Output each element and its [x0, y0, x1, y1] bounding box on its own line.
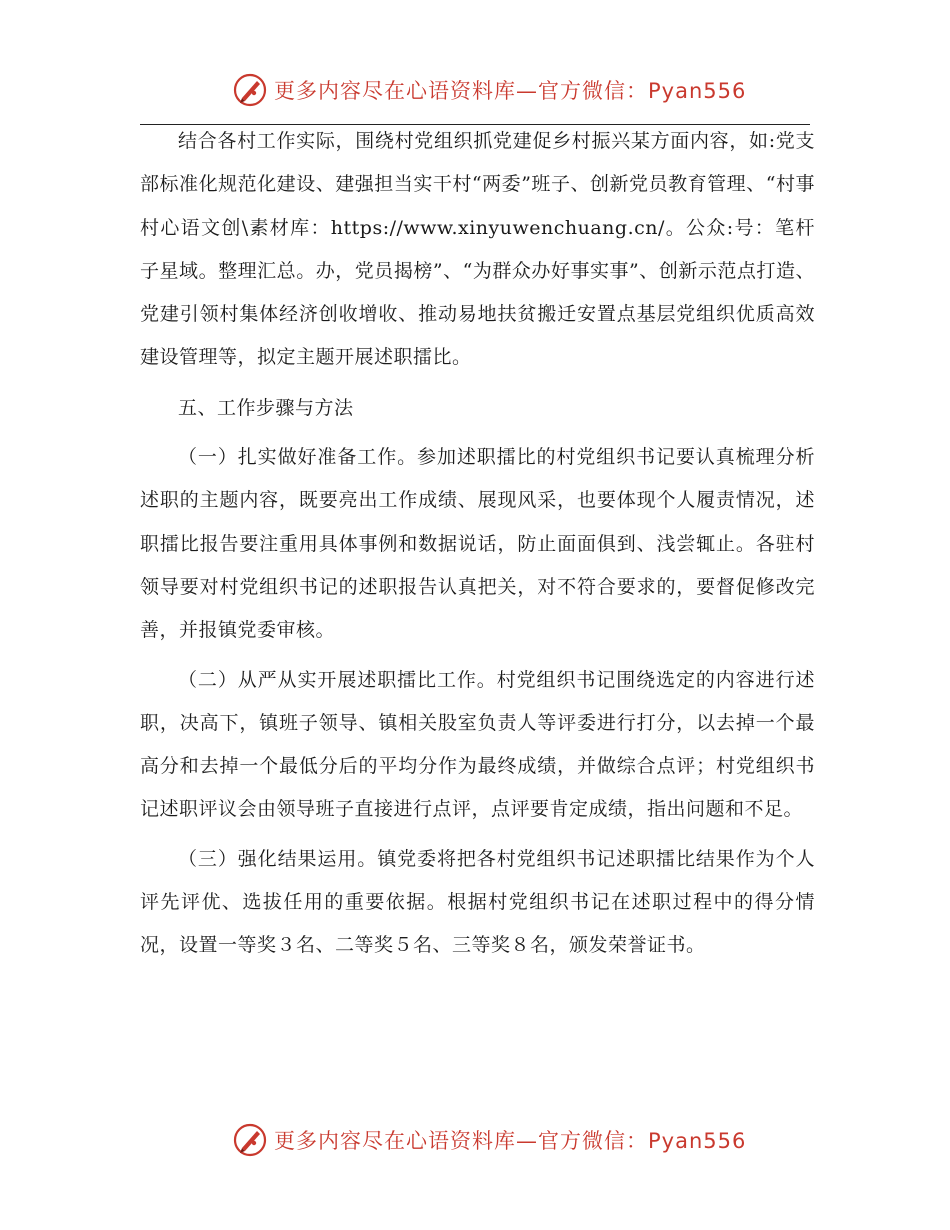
section-heading-steps: 五、工作步骤与方法 — [178, 396, 354, 419]
paragraph-preparation: （一）扎实做好准备工作。参加述职擂比的村党组织书记要认真梳理分析述职的主题内容，既要亮出工作成绩、展现风采，也要体现个人履责情况，述职擂比报告要注重用具体事例和数据说话，防止面面俱到、浅尝辄止。各驻村领导要对村党组织书记的述职报告认真把关，对不符合要求的，要督促修改完善，并报镇党委审核。 — [140, 446, 815, 642]
paragraph-conduct: （二）从严从实开展述职擂比工作。村党组织书记围绕选定的内容进行述职，决高下，镇班子领导、镇相关股室负责人等评委进行打分，以去掉一个最高分和去掉一个最低分后的平均分作为最终成绩，并做综合点评；村党组织书记述职评议会由领导班子直接进行点评，点评要肯定成绩，指出问题和不足。 — [140, 668, 815, 821]
banner-text: 更多内容尽在心语资料库—官方微信：Pyan556 — [274, 79, 747, 103]
pen-logo-icon — [232, 72, 268, 108]
document-body — [140, 120, 815, 968]
header-banner — [232, 70, 746, 110]
banner-text: 更多内容尽在心语资料库—官方微信：Pyan556 — [274, 1129, 747, 1153]
footer-banner — [232, 1120, 746, 1160]
paragraph-results: （三）强化结果运用。镇党委将把各村党组织书记述职擂比结果作为个人评先评优、选拔任用的重要依据。根据村党组织书记在述职过程中的得分情况，设置一等奖３名、二等奖５名、三等奖８名，颁发荣誉证书。 — [140, 847, 815, 957]
paragraph-theme: 结合各村工作实际，围绕村党组织抓党建促乡村振兴某方面内容，如:党支部标准化规范化建设、建强担当实干村“两委”班子、创新党员教育管理、“村事村心语文创\素材库：https://www.xinyuwenchuang.cn/。公众:号：笔杆子星域。整理汇总。办，党员揭榜”、“为群众办好事实事”、创新示范点打造、党建引领村集体经济创收增收、推动易地扶贫搬迁安置点基层党组织优质高效建设管理等，拟定主题开展述职擂比。 — [140, 130, 815, 369]
pen-logo-icon — [232, 1122, 268, 1158]
